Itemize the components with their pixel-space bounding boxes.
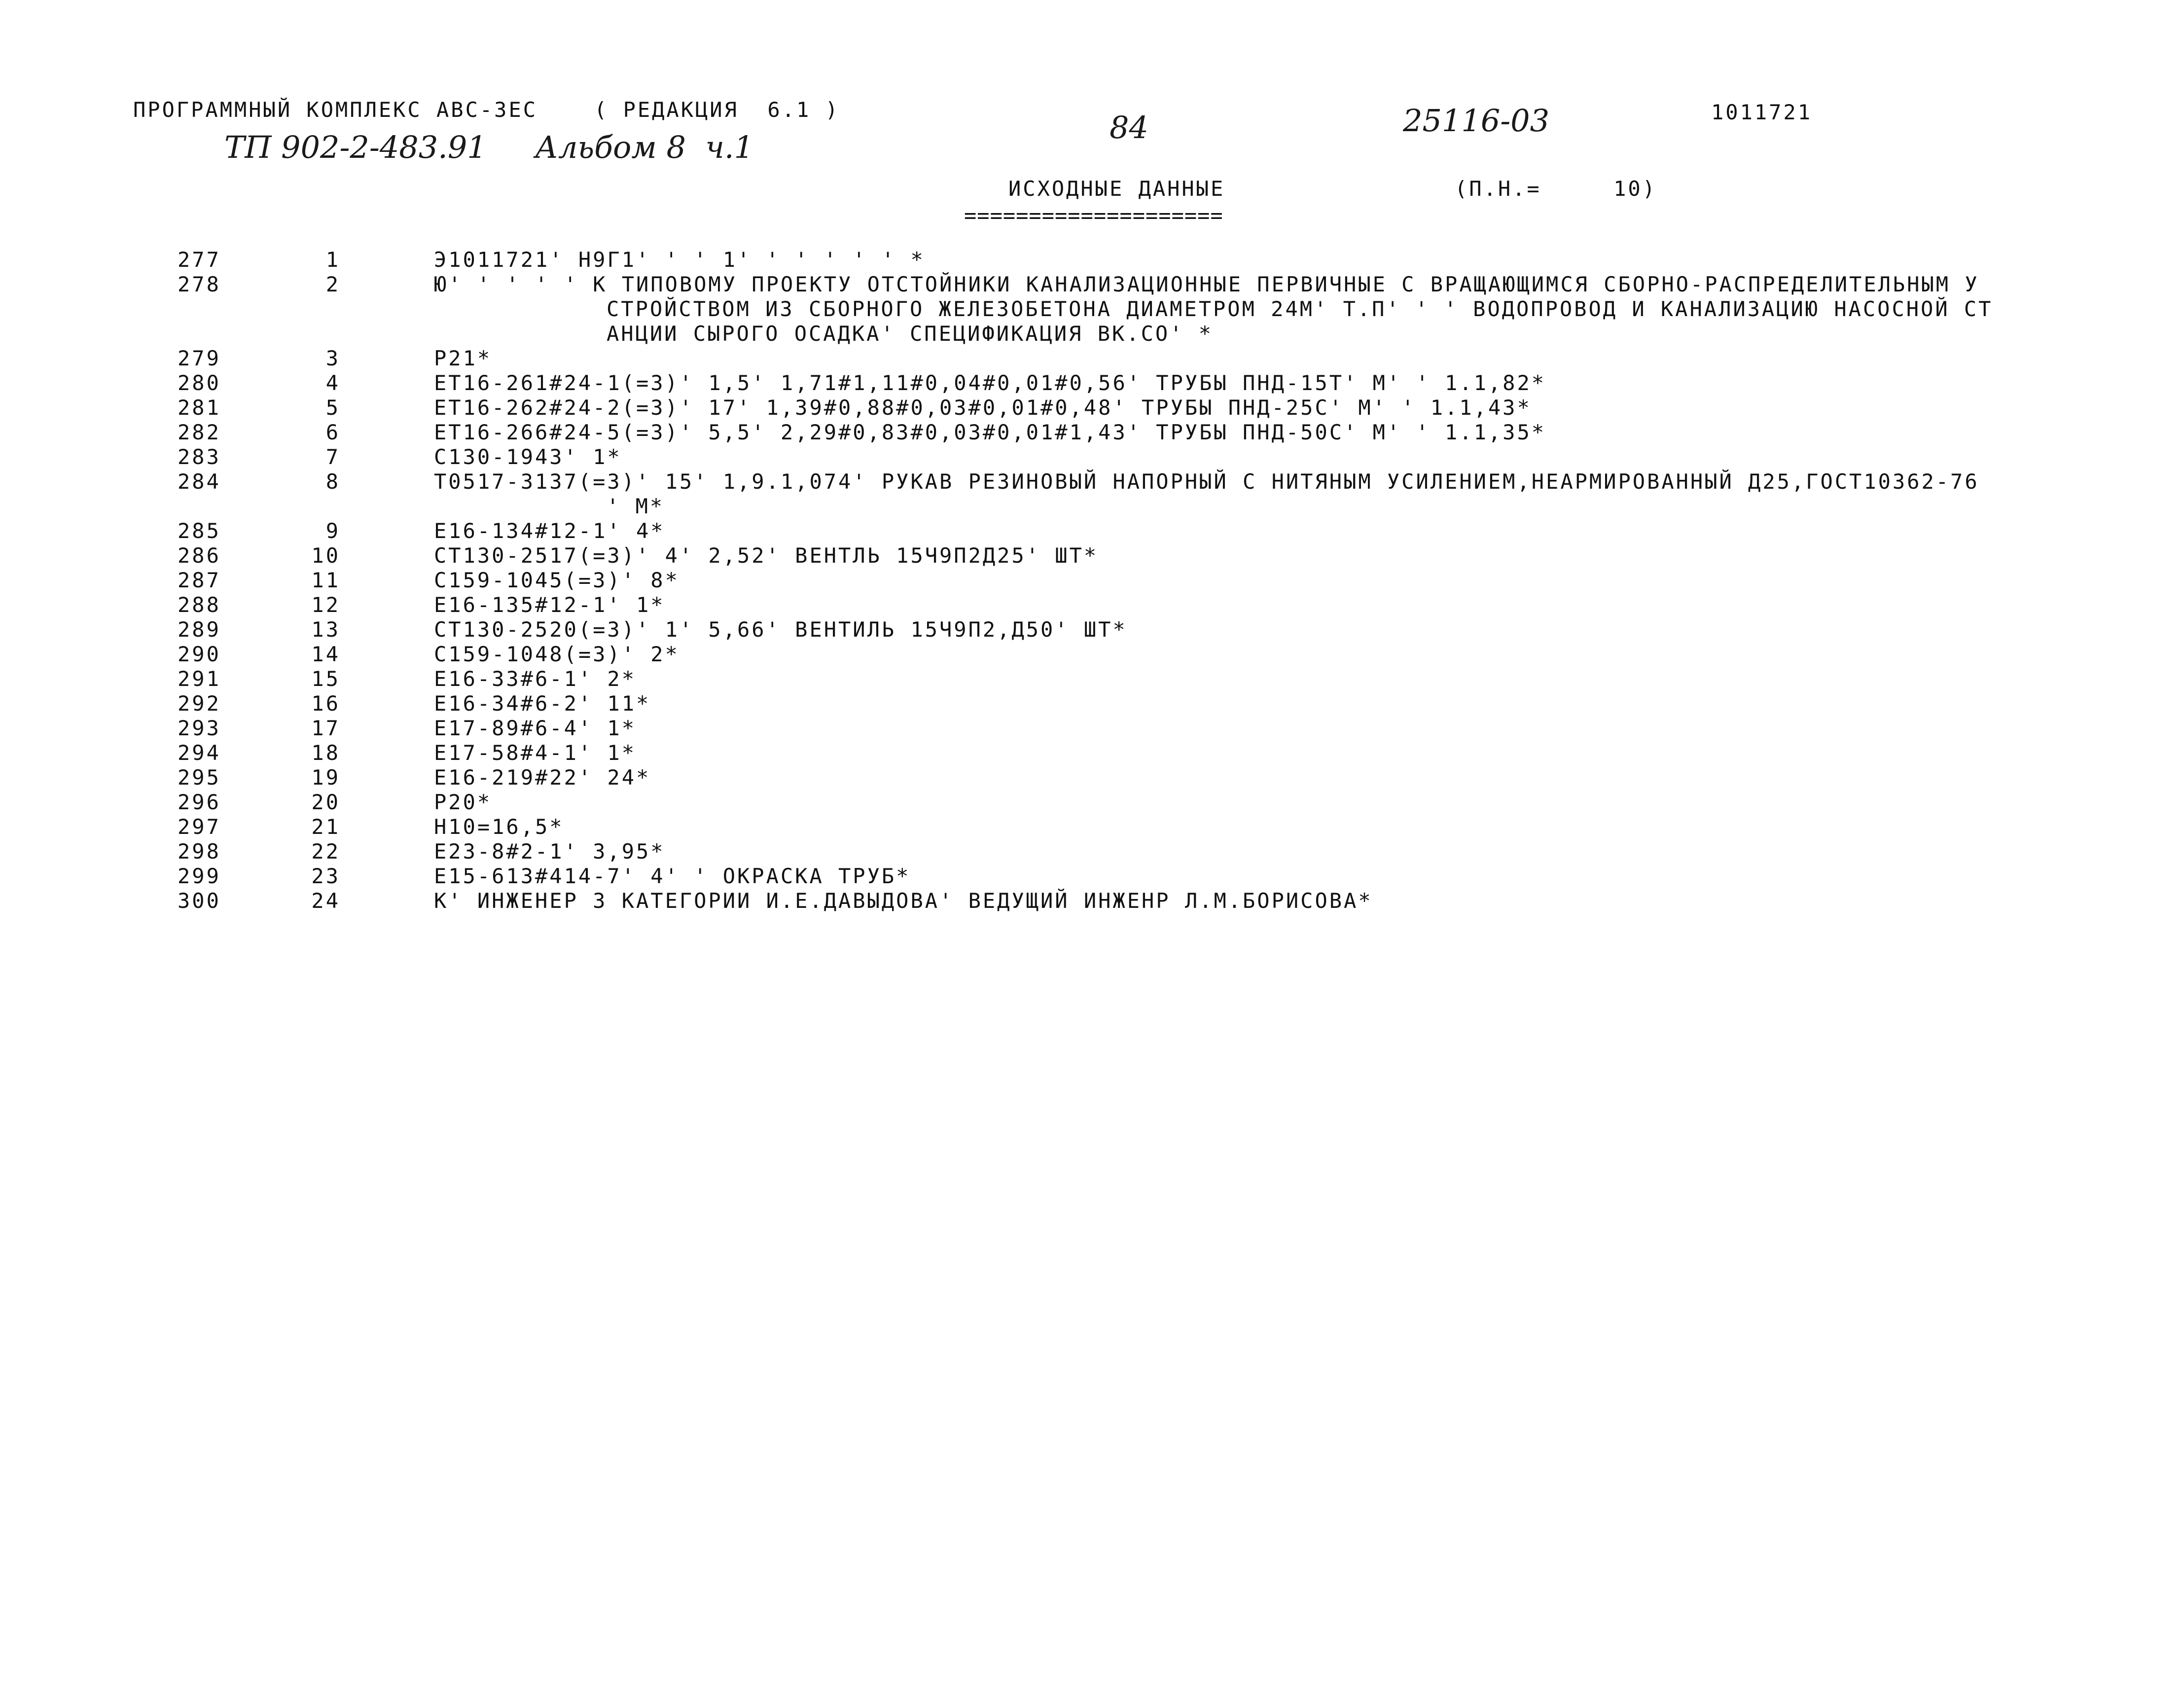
- record-text: Ю' ' ' ' ' К ТИПОВОМУ ПРОЕКТУ ОТСТОЙНИКИ КАНАЛИЗАЦИОННЫЕ ПЕРВИЧНЫЕ С ВРАЩАЮЩИМСЯ СБОРНО-РАСПРЕДЕЛИТЕЛЬНЫМ У: [434, 272, 1979, 296]
- listing-row: [0, 741, 2184, 765]
- line-number: 287: [178, 568, 221, 592]
- listing-row: [0, 568, 2184, 593]
- record-text: Е15-613#414-7' 4' ' ОКРАСКА ТРУБ*: [434, 864, 911, 888]
- listing-row: [0, 445, 2184, 469]
- sequence-number: 12: [311, 593, 340, 617]
- line-number: 277: [178, 248, 221, 272]
- record-text: Н10=16,5*: [434, 815, 564, 839]
- sequence-number: 7: [325, 445, 340, 469]
- line-number: 292: [178, 691, 221, 716]
- record-text-continuation: АНЦИИ СЫРОГО ОСАДКА' СПЕЦИФИКАЦИЯ ВК.СО' *: [607, 322, 1214, 346]
- sequence-number: 5: [325, 395, 340, 420]
- line-number: 289: [178, 617, 221, 642]
- record-text: Э1011721' Н9Г1' ' ' 1' ' ' ' ' ' *: [434, 248, 925, 272]
- listing-row: [0, 716, 2184, 741]
- listing-row: [0, 839, 2184, 864]
- listing-row: [0, 617, 2184, 642]
- record-text: Е16-134#12-1' 4*: [434, 519, 665, 543]
- record-text: Е17-58#4-1' 1*: [434, 741, 637, 765]
- line-number: 293: [178, 716, 221, 740]
- section-title-underline: ====================: [964, 203, 1223, 227]
- listing-row: [0, 346, 2184, 371]
- sequence-number: 24: [311, 889, 340, 913]
- line-number: 281: [178, 395, 221, 420]
- listing-row: [0, 642, 2184, 667]
- handwritten-tp-number: ТП 902-2-483.91: [224, 129, 487, 165]
- sequence-number: 2: [325, 272, 340, 296]
- line-number: 284: [178, 469, 221, 494]
- record-text: ЕТ16-262#24-2(=3)' 17' 1,39#0,88#0,03#0,01#0,48' ТРУБЫ ПНД-25С' М' ' 1.1,43*: [434, 395, 1532, 420]
- listing-row: [0, 371, 2184, 395]
- sequence-number: 14: [311, 642, 340, 666]
- listing-row: [0, 815, 2184, 839]
- listing-row: [0, 519, 2184, 543]
- sequence-number: 17: [311, 716, 340, 740]
- record-text: Е16-34#6-2' 11*: [434, 691, 651, 716]
- record-text: Е16-33#6-1' 2*: [434, 667, 637, 691]
- record-text: С159-1045(=3)' 8*: [434, 568, 680, 592]
- line-number: 286: [178, 543, 221, 568]
- sequence-number: 6: [325, 420, 340, 444]
- line-number: 299: [178, 864, 221, 888]
- line-number: 283: [178, 445, 221, 469]
- sequence-number: 13: [311, 617, 340, 642]
- sequence-number: 16: [311, 691, 340, 716]
- record-text: Р21*: [434, 346, 492, 370]
- line-number: 296: [178, 790, 221, 814]
- record-text: Е16-135#12-1' 1*: [434, 593, 665, 617]
- record-text: Е17-89#6-4' 1*: [434, 716, 637, 740]
- program-title: ПРОГРАММНЫЙ КОМПЛЕКС АВС-3ЕС: [133, 98, 538, 122]
- record-text: ЕТ16-261#24-1(=3)' 1,5' 1,71#1,11#0,04#0,01#0,56' ТРУБЫ ПНД-15Т' М' ' 1.1,82*: [434, 371, 1546, 395]
- listing-row: [0, 667, 2184, 691]
- record-text: Р20*: [434, 790, 492, 814]
- handwritten-doc-number: 25116-03: [1403, 103, 1550, 139]
- sequence-number: 20: [311, 790, 340, 814]
- record-text: ЕТ16-266#24-5(=3)' 5,5' 2,29#0,83#0,03#0,01#1,43' ТРУБЫ ПНД-50С' М' ' 1.1,35*: [434, 420, 1546, 444]
- sequence-number: 21: [311, 815, 340, 839]
- pn-label: (П.Н.= 10): [1455, 177, 1657, 201]
- line-number: 280: [178, 371, 221, 395]
- listing-row: [0, 248, 2184, 272]
- source-listing: [0, 248, 2184, 913]
- line-number: 288: [178, 593, 221, 617]
- line-number: 279: [178, 346, 221, 370]
- sequence-number: 18: [311, 741, 340, 765]
- record-text: К' ИНЖЕНЕР 3 КАТЕГОРИИ И.Е.ДАВЫДОВА' ВЕДУЩИЙ ИНЖЕНР Л.М.БОРИСОВА*: [434, 889, 1373, 913]
- line-number: 297: [178, 815, 221, 839]
- listing-row: [0, 765, 2184, 790]
- line-number: 291: [178, 667, 221, 691]
- record-text: Е16-219#22' 24*: [434, 765, 651, 790]
- sequence-number: 8: [325, 469, 340, 494]
- sequence-number: 10: [311, 543, 340, 568]
- sequence-number: 15: [311, 667, 340, 691]
- edition-label: ( РЕДАКЦИЯ 6.1 ): [594, 98, 840, 122]
- line-number: 300: [178, 889, 221, 913]
- record-text-continuation: ' М*: [607, 494, 665, 518]
- listing-row: [0, 593, 2184, 617]
- record-text-continuation: СТРОЙСТВОМ ИЗ СБОРНОГО ЖЕЛЕЗОБЕТОНА ДИАМЕТРОМ 24М' Т.П' ' ' ВОДОПРОВОД И КАНАЛИЗАЦИЮ НАСОСНОЙ СТ: [607, 297, 1993, 321]
- record-text: СТ130-2520(=3)' 1' 5,66' ВЕНТИЛЬ 15Ч9П2,Д50' ШТ*: [434, 617, 1127, 642]
- listing-row: [0, 790, 2184, 815]
- handwritten-album: Альбом 8 ч.1: [535, 129, 754, 165]
- section-title: ИСХОДНЫЕ ДАННЫЕ: [1008, 177, 1225, 201]
- listing-row: [0, 469, 2184, 519]
- program-code: 1011721: [1711, 100, 1813, 124]
- line-number: 278: [178, 272, 221, 296]
- listing-row: [0, 395, 2184, 420]
- sequence-number: 3: [325, 346, 340, 370]
- record-text: С130-1943' 1*: [434, 445, 622, 469]
- record-text: Е23-8#2-1' 3,95*: [434, 839, 665, 863]
- sequence-number: 23: [311, 864, 340, 888]
- record-text: С159-1048(=3)' 2*: [434, 642, 680, 666]
- record-text: СТ130-2517(=3)' 4' 2,52' ВЕНТЛЬ 15Ч9П2Д25' ШТ*: [434, 543, 1099, 568]
- listing-row: [0, 691, 2184, 716]
- listing-row: [0, 864, 2184, 889]
- listing-row: [0, 272, 2184, 346]
- handwritten-page-number: 84: [1110, 109, 1148, 145]
- line-number: 282: [178, 420, 221, 444]
- sequence-number: 1: [325, 248, 340, 272]
- line-number: 290: [178, 642, 221, 666]
- listing-row: [0, 889, 2184, 913]
- sequence-number: 11: [311, 568, 340, 592]
- listing-row: [0, 543, 2184, 568]
- line-number: 295: [178, 765, 221, 790]
- line-number: 285: [178, 519, 221, 543]
- sequence-number: 9: [325, 519, 340, 543]
- line-number: 298: [178, 839, 221, 863]
- sequence-number: 22: [311, 839, 340, 863]
- sequence-number: 4: [325, 371, 340, 395]
- listing-row: [0, 420, 2184, 445]
- sequence-number: 19: [311, 765, 340, 790]
- line-number: 294: [178, 741, 221, 765]
- record-text: Т0517-3137(=3)' 15' 1,9.1,074' РУКАВ РЕЗИНОВЫЙ НАПОРНЫЙ С НИТЯНЫМ УСИЛЕНИЕМ,НЕАРМИРОВАННЫЙ Д25,ГОСТ10362-76: [434, 469, 1979, 494]
